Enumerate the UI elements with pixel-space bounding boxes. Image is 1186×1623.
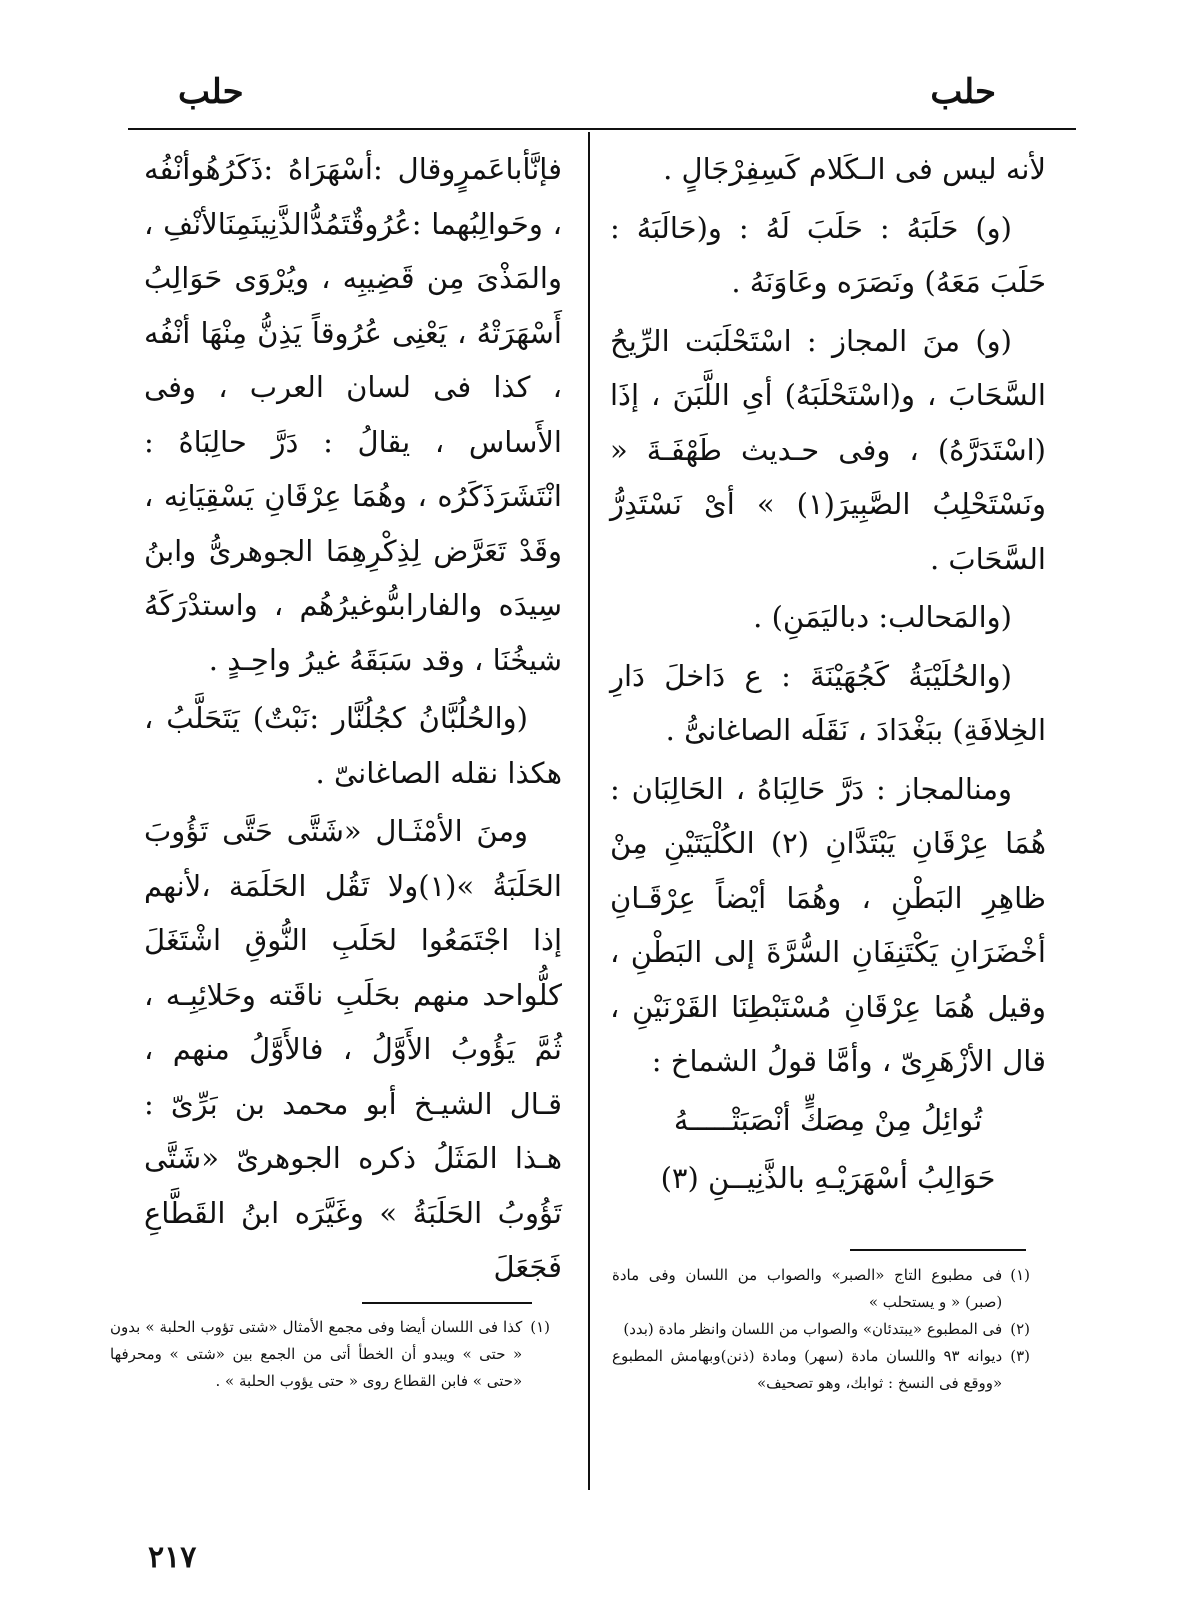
footnote-number: (٢) bbox=[1010, 1320, 1030, 1338]
verse-line: تُوائِلُ مِنْ مِصَكٍّ أنْصَبَتْـــــهُ bbox=[673, 1102, 983, 1137]
paragraph: ومنالمجاز : دَرَّ حَالِبَاهُ ، الحَالِبَان : هُمَا عِرْقَانِ يَبْتَدَّانِ (٢) الكُلْيَتَيْنِ مِنْ ظاهِرِ البَطْنِ ، وهُمَا أيْضاً عِرْقَـانِ أخْضَرَانِ يَكْتَنِفَانِ السُّرَّةَ إلى البَطْنِ ، وقيل هُمَا عِرْقَانِ مُسْتَبْطِنَا القَرْنَيْنِ ، قال الأزْهَرِىّ ، وأمَّا قولُ الشماخ : bbox=[610, 771, 1046, 1078]
verse-line: حَوَالِبُ أسْهَرَيْـهِ بالذَّنِيــنِ (٣) bbox=[660, 1161, 996, 1195]
paragraph: (و) حَلَبَهُ : حَلَبَ لَهُ : و(حَالَبَهُ : حَلَبَ مَعَهُ) ونَصَرَه وعَاوَنَهُ . bbox=[610, 210, 1046, 299]
paragraph: فإنَّأباعَمرٍوقال :أسْهَرَاهُ :ذَكَرُهُوأنْفُه ، وحَوالِبُهما :عُرُوقٌتَمُدُّالذَّنِينَمِنَالأنْفِ ، والمَذْىَ مِن قَضِيبِه ، ويُرْوَى حَوَالِبُ أَسْهَرَتْهُ ، يَعْنِى عُرُوقاً يَذِنُّ مِنْهَا أنْفُه ، كذا فى لسان العرب ، وفى الأَساس ، يقالُ : دَرَّ حالِبَاهُ : انْتَشَرَذَكَرُه ، وهُمَا عِرْقَانِ يَسْقِيَانِه ، وقَدْ تَعَرَّض لِذِكْرِهِمَا الجوهرىُّ وابنُ سِيدَه والفارابىُّوغيرُهُم ، واستدْرَكَهُ شيخُنَا ، وقد سَبَقَهُ غيرُ واحِـدٍ . bbox=[144, 152, 562, 677]
page-number: ٢١٧ bbox=[148, 1540, 197, 1575]
footnote-text: كذا فى اللسان أيضا وفى مجمع الأمثال «شتى تؤوب الحلبة » بدون « حتى » ويبدو أن الخطأ أتى من الجمع بين «شتى » ومحرفها «حتى » فابن القطاع روى « حتى يؤوب الحلبة » . bbox=[110, 1318, 523, 1390]
header-rule bbox=[128, 128, 1076, 130]
footnote bbox=[612, 1343, 1030, 1397]
footnotes-left bbox=[110, 1314, 550, 1395]
running-header-left: حلب bbox=[178, 72, 244, 112]
footnote bbox=[612, 1262, 1030, 1316]
paragraph: ومنَ الأمْثَـال «شَتَّى حَتَّى تَؤُوبَ الحَلَبَةُ »(١)ولا تَقُل الحَلَمَة ،لأنهم إذا اجْتَمَعُوا لحَلَبِ النُّوقِ اشْتَغَلَ كلُّواحد منهم بحَلَبِ ناقَته وحَلائِبِـه ، ثُمَّ يَؤُوبُ الأَوَّلُ ، فالأَوَّلُ منهم ، قـال الشيـخ أبو محمد بن بَرِّىّ : هـذا المَثَلُ ذكره الجوهرىّ «شَتَّى تَؤُوبُ الحَلَبَةُ » وغَيَّرَه ابنُ القَطَّاعِ فَجَعَلَ bbox=[144, 814, 562, 1284]
right-column bbox=[610, 142, 1046, 1210]
footnote-text: ديوانه ٩٣ واللسان مادة (سهر) ومادة (ذنن)وبهامش المطبوع «ووقع فى النسخ : ثوابك، وهو تصحيف» bbox=[612, 1347, 1003, 1392]
footnote-rule-left bbox=[362, 1302, 532, 1304]
footnote-number: (١) bbox=[1010, 1266, 1030, 1284]
paragraph: (والحُلَيْبَةُ كَجُهَيْنَةَ : ع دَاخلَ دَارِ الخِلافَةِ) ببَغْدَادَ ، نَقَلَه الصاغانىُّ . bbox=[610, 658, 1046, 747]
footnotes-right bbox=[612, 1262, 1030, 1397]
footnote-rule-right bbox=[850, 1249, 1026, 1251]
paragraph: (والمَحالب: دباليَمَنِ) . bbox=[753, 600, 1012, 634]
footnote bbox=[110, 1314, 550, 1395]
paragraph: (والحُلُبَّانُ كجُلُنَّار :نَبْتٌ) يَتَحَلَّبُ ، هكذا نقله الصاغانىّ . bbox=[144, 701, 562, 790]
footnote-number: (١) bbox=[530, 1318, 550, 1336]
footnote-text: فى المطبوع «يبتدئان» والصواب من اللسان وانظر مادة (بدد) bbox=[623, 1320, 1003, 1338]
running-header-right: حلب bbox=[930, 72, 996, 112]
left-column bbox=[144, 142, 562, 1299]
footnote-text: فى مطبوع التاج «الصبر» والصواب من اللسان وفى مادة (صبر) « و يستحلب » bbox=[612, 1266, 1003, 1311]
column-divider bbox=[588, 132, 590, 1490]
footnote-number: (٣) bbox=[1010, 1347, 1030, 1365]
footnote bbox=[612, 1316, 1030, 1343]
paragraph: لأنه ليس فى الـكَلام كَسِفِرْجَالٍ . bbox=[663, 152, 1046, 186]
paragraph: (و) منَ المجاز : اسْتَحْلَبَت الرِّيحُ السَّحَابَ ، و(اسْتَحْلَبَهُ) أىِ اللَّبَنَ ، إذَا (اسْتَدَرَّهُ) ، وفى حـديث طَهْفَـةَ « ونَسْتَحْلِبُ الصَّبِيرَ(١) » أىْ نَسْتَدِرُّ السَّحَابَ . bbox=[610, 323, 1046, 576]
